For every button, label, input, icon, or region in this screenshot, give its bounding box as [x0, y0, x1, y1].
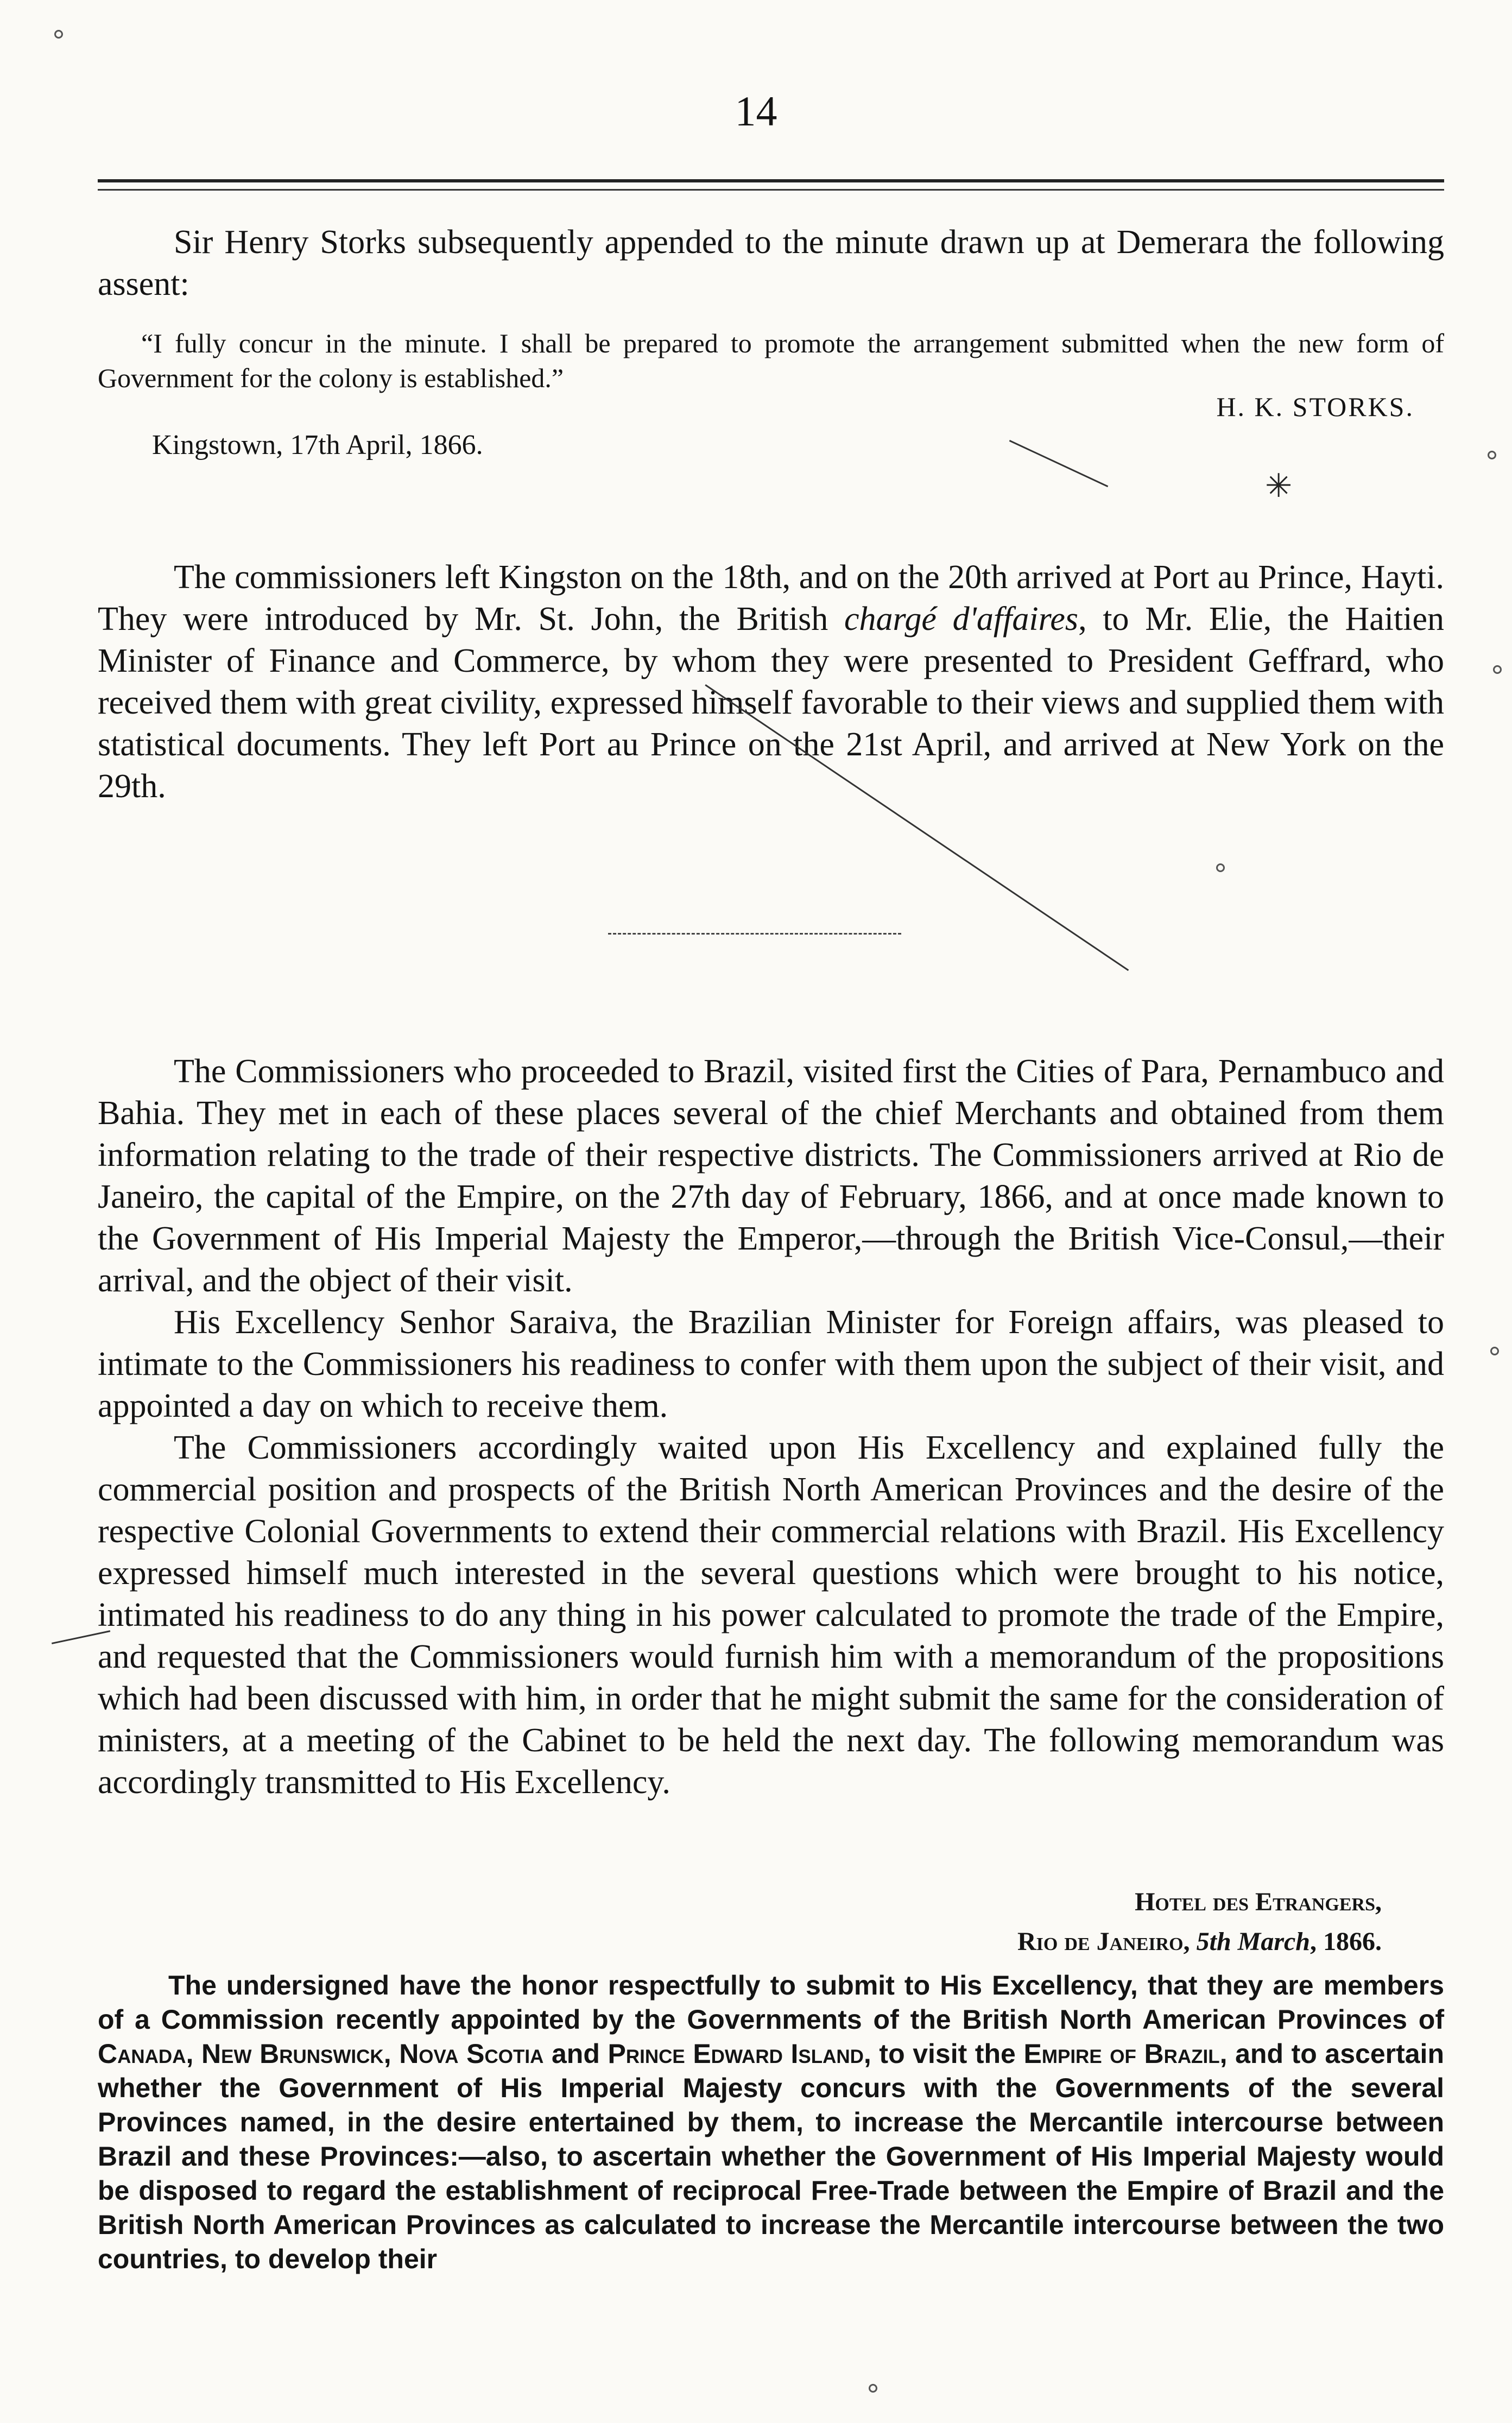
header-rule-thick	[98, 179, 1444, 182]
speck	[869, 2384, 877, 2393]
memorandum-text-2: ,	[186, 2039, 201, 2069]
storks-dateline: Kingstown, 17th April, 1866.	[152, 430, 483, 460]
memorandum-pei: Prince Edward Island	[608, 2039, 864, 2069]
memorandum-text-6: , and to ascertain whether the Government of His Imperial Majesty concurs with the Governments of the several Provinces named, in the desire entertained by them, to increase the Mercantile intercourse between Brazil and these Provinces:—also, to ascertain whether the Government of His Imperial Majesty would be disposed to regard the establishment of reciprocal Free-Trade between the Empire of Brazil and the British North American Provinces as calculated to increase the Mercantile intercourse between the two countries, to develop their	[98, 2039, 1444, 2274]
memorandum-dateline	[1017, 1927, 1382, 1957]
memorandum-year: , 1866.	[1310, 1927, 1382, 1956]
hayti-paragraph	[98, 557, 1444, 807]
hayti-italic-charge: chargé d'affaires	[844, 601, 1079, 638]
page-number: 14	[735, 87, 777, 135]
memorandum-text-4: and	[543, 2039, 608, 2069]
memorandum-new-brunswick: New Brunswick	[201, 2039, 384, 2069]
memorandum-nova-scotia: Nova Scotia	[399, 2039, 544, 2069]
section-separator	[608, 933, 901, 935]
storks-intro-paragraph: Sir Henry Storks subsequently appended to the minute drawn up at Demerara the following assent:	[98, 224, 1444, 302]
brazil-paragraph-3: The Commissioners accordingly waited upon His Excellency and explained fully the commercial position and prospects of the British North American Provinces and the desire of the respective Colonial Governments to extend their commercial relations with Brazil. His Excellency expressed himself much interested in the several questions which were brought to his notice, intimated his readiness to do any thing in his power calculated to promote the trade of the Empire, and requested that the Commissioners would furnish him with a memorandum of the propositions which had been discussed with him, in order that he might submit the same for the consideration of ministers, at a meeting of the Cabinet to be held the next day. The following memorandum was accordingly transmitted to His Excellency.	[98, 1429, 1444, 1801]
ink-blot: ✳	[1265, 468, 1293, 504]
hayti-block	[98, 557, 1444, 807]
brazil-paragraph-2: His Excellency Senhor Saraiva, the Brazilian Minister for Foreign affairs, was pleased to intimate to the Commissioners his readiness to confer with them upon the subject of their visit, and appointed a day on which to receive them.	[98, 1304, 1444, 1424]
memorandum-canada: Canada	[98, 2039, 186, 2069]
brazil-paragraph-1: The Commissioners who proceeded to Brazil, visited first the Cities of Para, Pernambuco and Bahia. They met in each of these places several of the chief Merchants and obtained from them information relating to the trade of their respective districts. The Commissioners arrived at Rio de Janeiro, the capital of the Empire, on the 27th day of February, 1866, and at once made known to the Government of His Imperial Majesty the Emperor,—through the British Vice-Consul,—their arrival, and the object of their visit.	[98, 1053, 1444, 1299]
speck	[54, 30, 63, 39]
header-rule-thin	[98, 189, 1444, 191]
speck	[1216, 863, 1225, 872]
memorandum-text-3: ,	[383, 2039, 400, 2069]
speck	[1488, 451, 1496, 459]
memorandum-text-5: , to visit the	[863, 2039, 1024, 2069]
memorandum-body	[98, 1968, 1444, 2276]
storks-intro-block	[98, 222, 1444, 305]
brazil-block	[98, 1051, 1444, 1803]
ink-stroke	[1009, 440, 1109, 487]
memorandum-empire: Empire of Brazil	[1023, 2039, 1220, 2069]
speck	[1493, 665, 1502, 674]
storks-signature: H. K. STORKS.	[1216, 392, 1414, 422]
hayti-text-2: , to Mr. Elie, the Haitien Minister of Finance and Commerce, by whom they were presented to President Geffrard, who received them with great civility, expressed himself favorable to their views and supplied them with statistical documents. They left Port au Prince on the 21st April, and arrived at New York on the 29th.	[98, 601, 1444, 805]
storks-quote: “I fully concur in the minute. I shall be prepared to promote the arrangement submitted when the new form of Government for the colony is established.”	[98, 328, 1444, 393]
hayti-text-1: The commissioners left Kingston on the 18th, and on the 20th arrived at Port au Prince, Hayti. They were introduced by Mr. St. John, the British	[98, 559, 1444, 638]
speck	[1490, 1347, 1499, 1355]
memorandum-place: Hotel des Etrangers,	[1135, 1888, 1382, 1916]
memorandum-text-1: The undersigned have the honor respectfully to submit to His Excellency, that they are members of a Commission recently appointed by the Governments of the British North American Provinces of	[98, 1970, 1444, 2035]
memorandum-city: Rio de Janeiro,	[1017, 1927, 1197, 1956]
memorandum-date: 5th March	[1196, 1927, 1310, 1956]
